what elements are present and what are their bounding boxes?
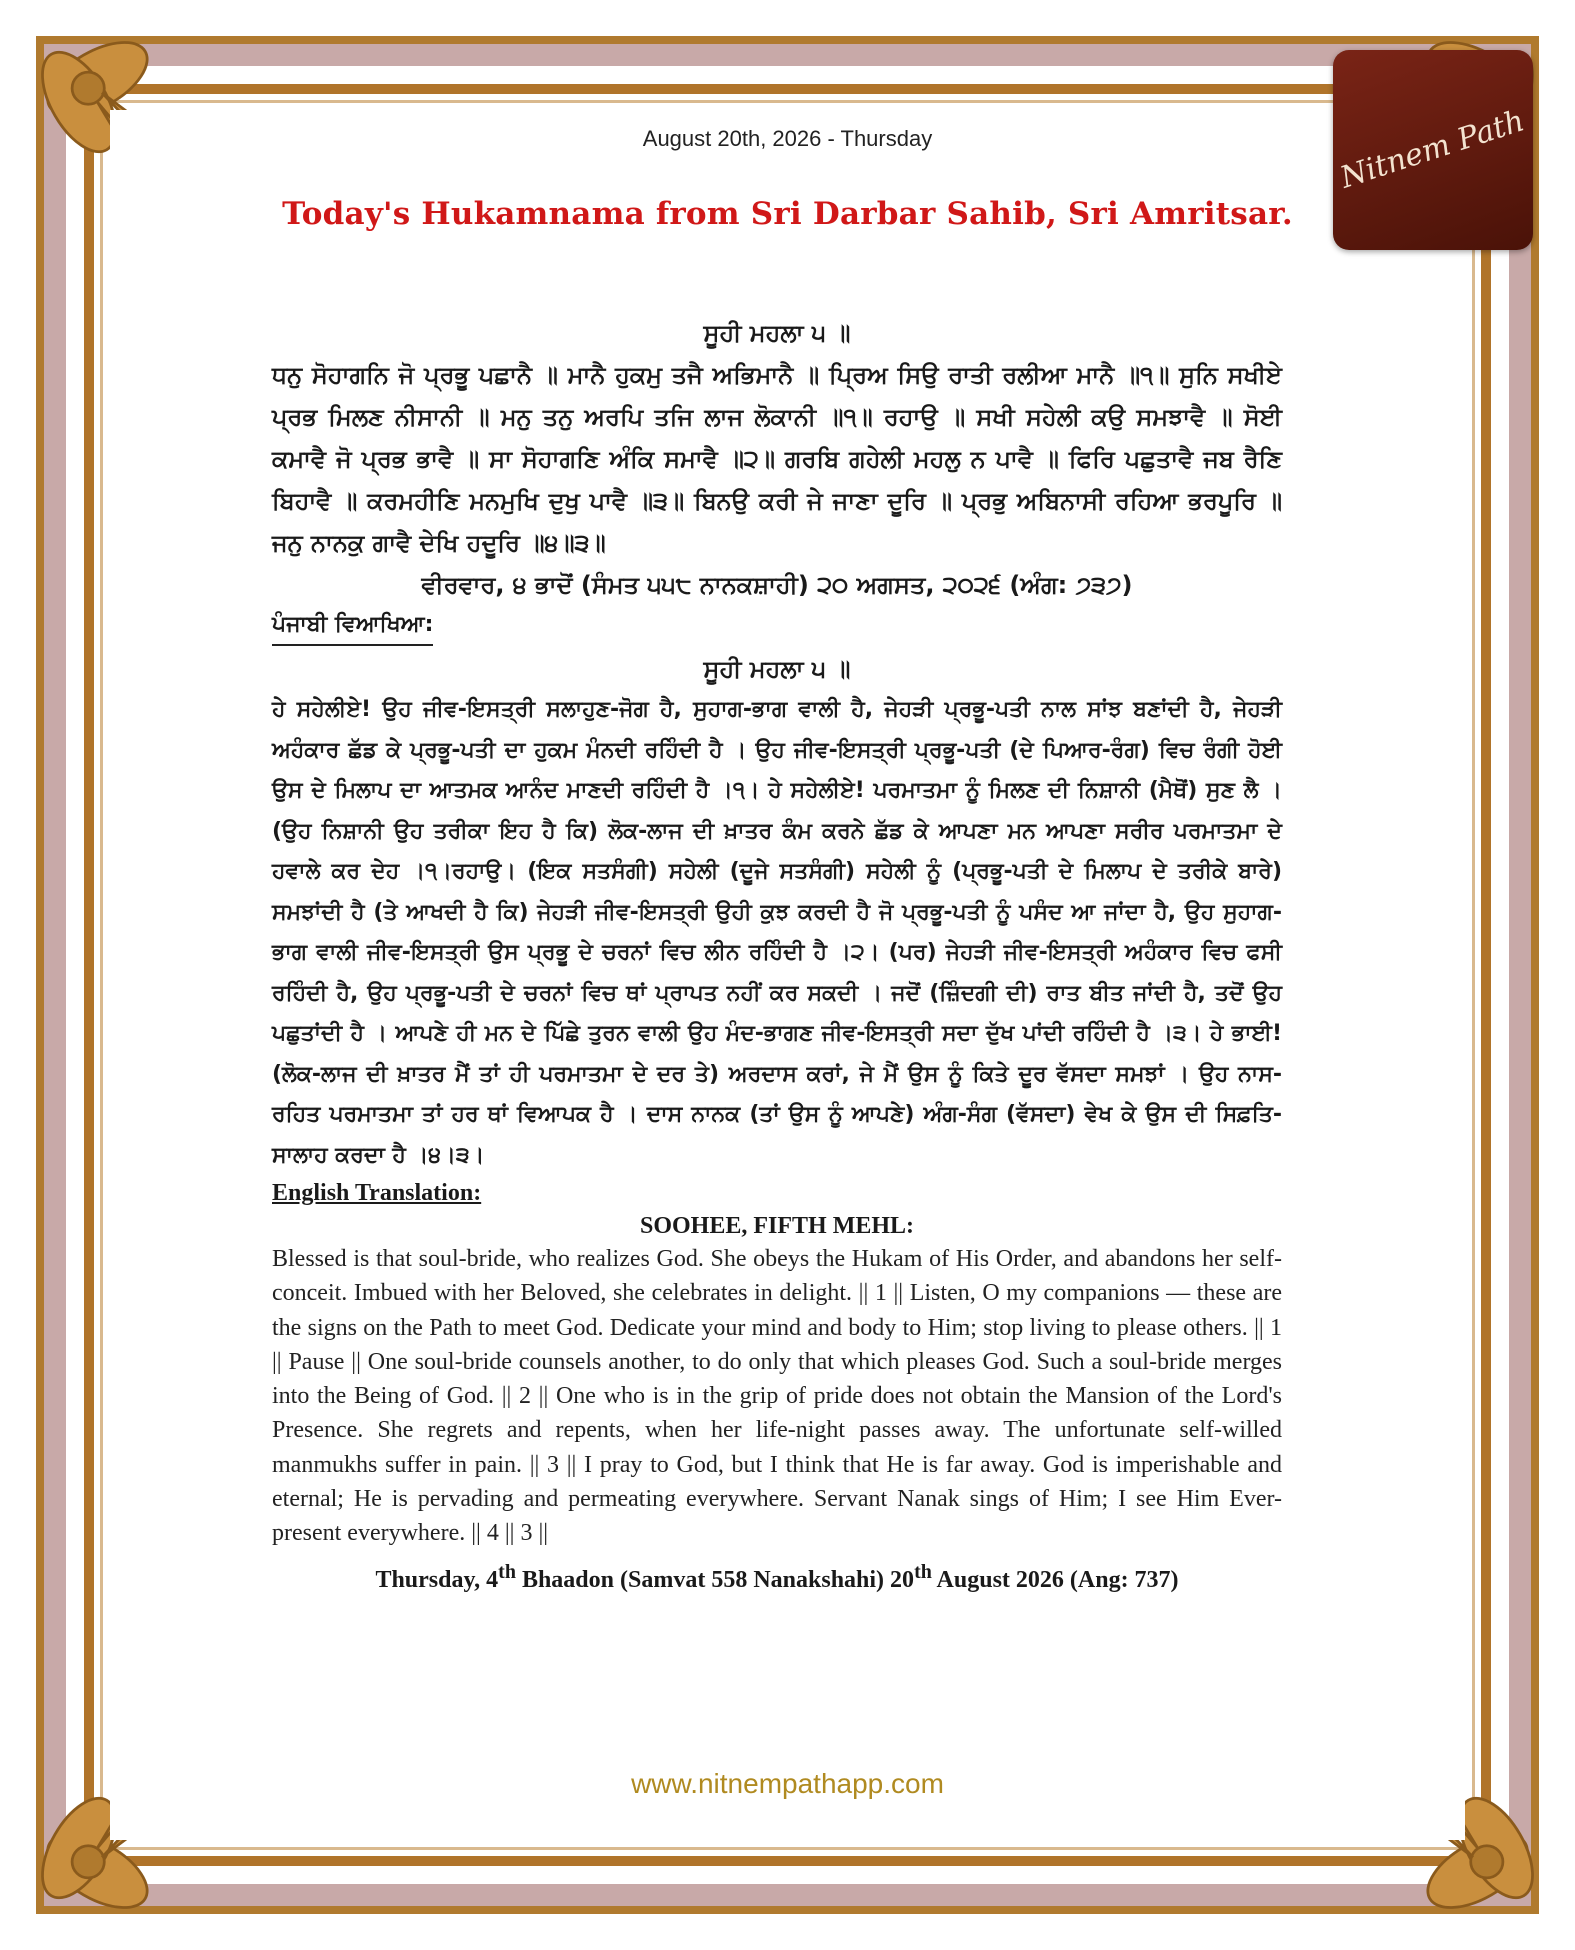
footer-part: August 2026 (Ang: 737) [931, 1566, 1179, 1593]
shabad-text: ਧਨੁ ਸੋਹਾਗਨਿ ਜੋ ਪ੍ਰਭੂ ਪਛਾਨੈ ॥ ਮਾਨੈ ਹੁਕਮੁ ਤਜੈ ਅਭਿਮਾਨੈ ॥ ਪ੍ਰਿਅ ਸਿਉ ਰਾਤੀ ਰਲੀਆ ਮਾਨੈ ॥੧॥ ਸੁਨਿ ਸਖੀਏ ਪ੍ਰਭ ਮਿਲਣ ਨੀਸਾਨੀ ॥ ਮਨੁ ਤਨੁ ਅਰਪਿ ਤਜਿ ਲਾਜ ਲੋਕਾਨੀ ॥੧॥ ਰਹਾਉ ॥ ਸਖੀ ਸਹੇਲੀ ਕਉ ਸਮਝਾਵੈ ॥ ਸੋਈ ਕਮਾਵੈ ਜੋ ਪ੍ਰਭ ਭਾਵੈ ॥ ਸਾ ਸੋਹਾਗਣਿ ਅੰਕਿ ਸਮਾਵੈ ॥੨॥ ਗਰਬਿ ਗਹੇਲੀ ਮਹਲੁ ਨ ਪਾਵੈ ॥ ਫਿਰਿ ਪਛੁਤਾਵੈ ਜਬ ਰੈਣਿ ਬਿਹਾਵੈ ॥ ਕਰਮਹੀਣਿ ਮਨਮੁਖਿ ਦੁਖੁ ਪਾਵੈ ॥੩॥ ਬਿਨਉ ਕਰੀ ਜੇ ਜਾਣਾ ਦੂਰਿ ॥ ਪ੍ਰਭੁ ਅਬਿਨਾਸੀ ਰਹਿਆ ਭਰਪੂਰਿ ॥ ਜਨੁ ਨਾਨਕੁ ਗਾਵੈ ਦੇਖਿ ਹਦੂਰਿ ॥੪॥੩॥ [272, 361, 1282, 557]
footer-sup: th [914, 1560, 932, 1583]
nitnem-path-logo [1333, 50, 1533, 250]
english-date-line [272, 1555, 1282, 1597]
website-url-link[interactable]: www.nitnempathapp.com [631, 1768, 944, 1799]
page-title: Today's Hukamnama from Sri Darbar Sahib, Sri Amritsar. [282, 196, 1293, 232]
footer-sup: th [498, 1560, 516, 1583]
shabad-date-line: ਵੀਰਵਾਰ, ੪ ਭਾਦੋਂ (ਸੰਮਤ ੫੫੮ ਨਾਨਕਸ਼ਾਹੀ) ੨੦ ਅਗਸਤ, ੨੦੨੬ (ਅੰਗ: ੭੩੭) [421, 571, 1133, 599]
footer-part: Thursday, 4 [375, 1566, 499, 1593]
punjabi-explanation: ਹੇ ਸਹੇਲੀਏ! ਉਹ ਜੀਵ-ਇਸਤ੍ਰੀ ਸਲਾਹੁਣ-ਜੋਗ ਹੈ, ਸੁਹਾਗ-ਭਾਗ ਵਾਲੀ ਹੈ, ਜੇਹੜੀ ਪ੍ਰਭੂ-ਪਤੀ ਨਾਲ ਸਾਂਝ ਬਣਾਂਦੀ ਹੈ, ਜੇਹੜੀ ਅਹੰਕਾਰ ਛੱਡ ਕੇ ਪ੍ਰਭੂ-ਪਤੀ ਦਾ ਹੁਕਮ ਮੰਨਦੀ ਰਹਿੰਦੀ ਹੈ । ਉਹ ਜੀਵ-ਇਸਤ੍ਰੀ ਪ੍ਰਭੂ-ਪਤੀ (ਦੇ ਪਿਆਰ-ਰੰਗ) ਵਿਚ ਰੰਗੀ ਹੋਈ ਉਸ ਦੇ ਮਿਲਾਪ ਦਾ ਆਤਮਕ ਆਨੰਦ ਮਾਣਦੀ ਰਹਿੰਦੀ ਹੈ ।੧। ਹੇ ਸਹੇਲੀਏ! ਪਰਮਾਤਮਾ ਨੂੰ ਮਿਲਣ ਦੀ ਨਿਸ਼ਾਨੀ (ਮੈਥੋਂ) ਸੁਣ ਲੈ । (ਉਹ ਨਿਸ਼ਾਨੀ ਉਹ ਤਰੀਕਾ ਇਹ ਹੈ ਕਿ) ਲੋਕ-ਲਾਜ ਦੀ ਖ਼ਾਤਰ ਕੰਮ ਕਰਨੇ ਛੱਡ ਕੇ ਆਪਣਾ ਮਨ ਆਪਣਾ ਸਰੀਰ ਪਰਮਾਤਮਾ ਦੇ ਹਵਾਲੇ ਕਰ ਦੇਹ ।੧।ਰਹਾਉ। (ਇਕ ਸਤਸੰਗੀ) ਸਹੇਲੀ (ਦੂਜੇ ਸਤਸੰਗੀ) ਸਹੇਲੀ ਨੂੰ (ਪ੍ਰਭੂ-ਪਤੀ ਦੇ ਮਿਲਾਪ ਦੇ ਤਰੀਕੇ ਬਾਰੇ) ਸਮਝਾਂਦੀ ਹੈ (ਤੇ ਆਖਦੀ ਹੈ ਕਿ) ਜੇਹੜੀ ਜੀਵ-ਇਸਤ੍ਰੀ ਉਹੀ ਕੁਝ ਕਰਦੀ ਹੈ ਜੋ ਪ੍ਰਭੂ-ਪਤੀ ਨੂੰ ਪਸੰਦ ਆ ਜਾਂਦਾ ਹੈ, ਉਹ ਸੁਹਾਗ-ਭਾਗ ਵਾਲੀ ਜੀਵ-ਇਸਤ੍ਰੀ ਉਸ ਪ੍ਰਭੂ ਦੇ ਚਰਨਾਂ ਵਿਚ ਲੀਨ ਰਹਿੰਦੀ ਹੈ ।੨। (ਪਰ) ਜੇਹੜੀ ਜੀਵ-ਇਸਤ੍ਰੀ ਅਹੰਕਾਰ ਵਿਚ ਫਸੀ ਰਹਿੰਦੀ ਹੈ, ਉਹ ਪ੍ਰਭੂ-ਪਤੀ ਦੇ ਚਰਨਾਂ ਵਿਚ ਥਾਂ ਪ੍ਰਾਪਤ ਨਹੀਂ ਕਰ ਸਕਦੀ । ਜਦੋਂ (ਜ਼ਿੰਦਗੀ ਦੀ) ਰਾਤ ਬੀਤ ਜਾਂਦੀ ਹੈ, ਤਦੋਂ ਉਹ ਪਛੁਤਾਂਦੀ ਹੈ । ਆਪਣੇ ਹੀ ਮਨ ਦੇ ਪਿੱਛੇ ਤੁਰਨ ਵਾਲੀ ਉਹ ਮੰਦ-ਭਾਗਣ ਜੀਵ-ਇਸਤ੍ਰੀ ਸਦਾ ਦੁੱਖ ਪਾਂਦੀ ਰਹਿੰਦੀ ਹੈ ।੩। ਹੇ ਭਾਈ! (ਲੋਕ-ਲਾਜ ਦੀ ਖ਼ਾਤਰ ਮੈਂ ਤਾਂ ਹੀ ਪਰਮਾਤਮਾ ਦੇ ਦਰ ਤੇ) ਅਰਦਾਸ ਕਰਾਂ, ਜੇ ਮੈਂ ਉਸ ਨੂੰ ਕਿਤੇ ਦੂਰ ਵੱਸਦਾ ਸਮਝਾਂ । ਉਹ ਨਾਸ-ਰਹਿਤ ਪਰਮਾਤਮਾ ਤਾਂ ਹਰ ਥਾਂ ਵਿਆਪਕ ਹੈ । ਦਾਸ ਨਾਨਕ (ਤਾਂ ਉਸ ਨੂੰ ਆਪਣੇ) ਅੰਗ-ਸੰਗ (ਵੱਸਦਾ) ਵੇਖ ਕੇ ਉਸ ਦੀ ਸਿਫ਼ਤਿ-ਸਾਲਾਹ ਕਰਦਾ ਹੈ ।੪।੩। [272, 697, 1282, 1168]
english-translation: Blessed is that soul-bride, who realizes God. She obeys the Hukam of His Order, and abandons her self-conceit. Imbued with her Beloved, she celebrates in delight. || 1 || Listen, O my companions — these are the signs on the Path to meet God. Dedicate your mind and body to Him; stop living to please others. || 1 || Pause || One soul-bride counsels another, to do only that which pleases God. Such a soul-bride merges into the Being of God. || 2 || One who is in the grip of pride does not obtain the Mansion of the Lord's Presence. She regrets and repents, when her life-night passes away. The unfortunate self-willed manmukhs suffer in pain. || 3 || I pray to God, but I think that He is far away. God is imperishable and eternal; He is pervading and permeating everywhere. Servant Nanak sings of Him; I see Him Ever-present everywhere. || 4 || 3 || [272, 1246, 1282, 1547]
footer-part: Bhaadon (Samvat 558 Nanakshahi) 20 [515, 1566, 915, 1593]
punjabi-section-label: ਪੰਜਾਬੀ ਵਿਆਖਿਆ: [272, 606, 433, 646]
shabad-heading: ਸੂਹੀ ਮਹਲਾ ੫ ॥ [703, 319, 851, 347]
punjabi-heading: ਸੂਹੀ ਮਹਲਾ ੫ ॥ [703, 655, 851, 683]
logo-text: Nitnem Path [1336, 103, 1530, 196]
date-header: August 20th, 2026 - Thursday [642, 126, 933, 151]
hukamnama-content [272, 312, 1282, 1597]
english-heading: SOOHEE, FIFTH MEHL: [639, 1213, 915, 1239]
english-section-label: English Translation: [272, 1180, 482, 1206]
